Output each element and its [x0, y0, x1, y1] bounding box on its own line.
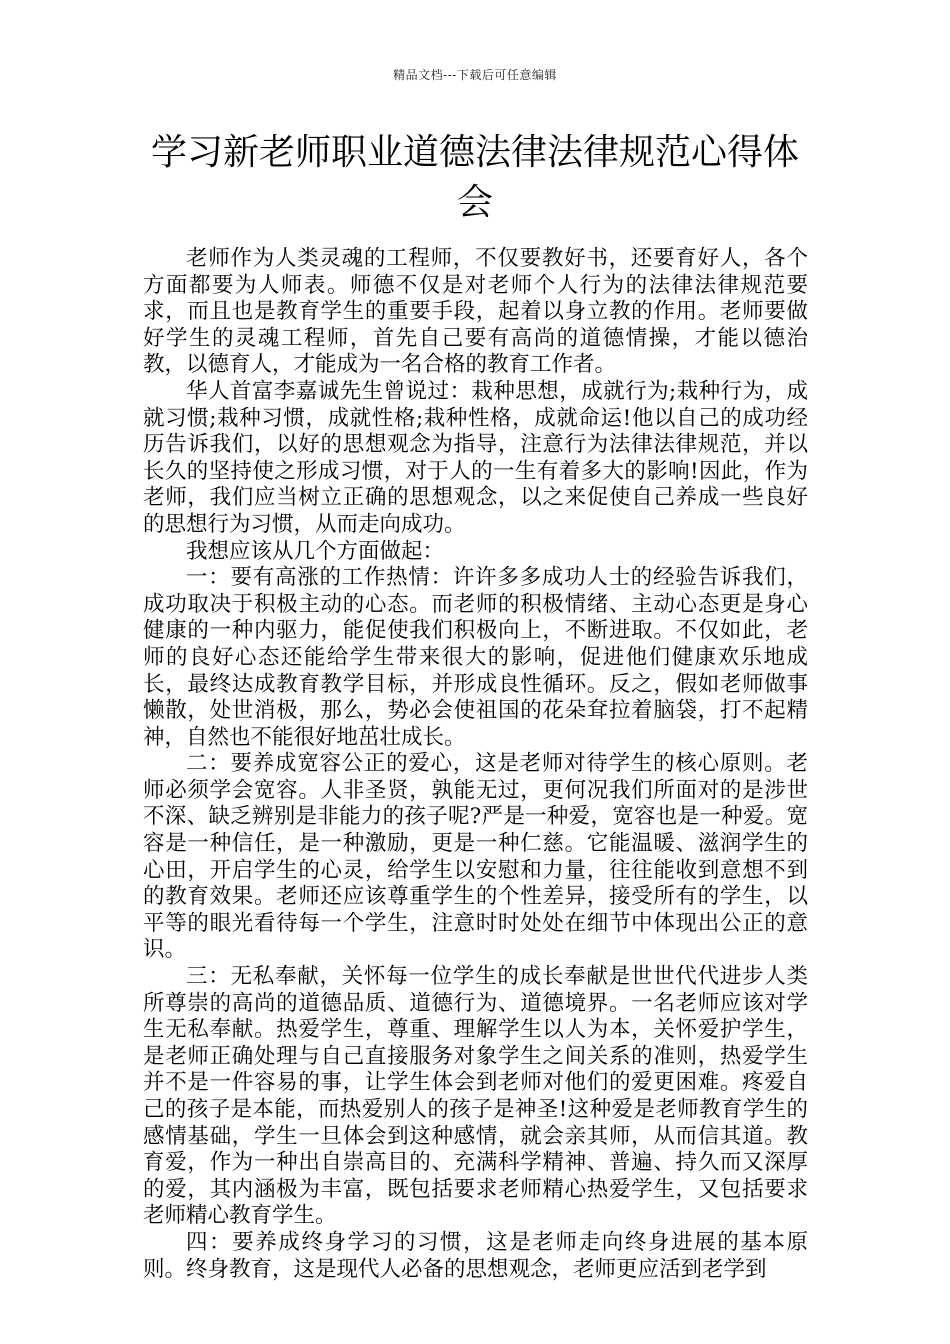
paragraph-point-four: 四：要养成终身学习的习惯，这是老师走向终身进展的基本原则。终身教育，这是现代人必备的思想观念，老师更应活到老学到: [143, 1229, 808, 1282]
header-note: 精品文档---下载后可任意编辑: [393, 68, 557, 82]
paragraph-quote: 华人首富李嘉诚先生曾说过：栽种思想，成就行为;栽种行为，成就习惯;栽种习惯，成就性格;栽种性格，成就命运!他以自己的成功经历告诉我们，以好的思想观念为指导，注意行为法律法律规范，并以长久的坚持使之形成习惯，对于人的一生有着多大的影响!因此，作为老师，我们应当树立正确的思想观念，以之来促使自己养成一些良好的思想行为习惯，从而走向成功。: [143, 378, 808, 537]
paragraph-point-one: 一：要有高涨的工作热情：许许多多成功人士的经验告诉我们，成功取决于积极主动的心态。而老师的积极情绪、主动心态更是身心健康的一种内驱力，能促使我们积极向上，不断进取。不仅如此，老师的良好心态还能给学生带来很大的影响，促进他们健康欢乐地成长，最终达成教育教学目标，并形成良性循环。反之，假如老师做事懒散，处世消极，那么，势必会使祖国的花朵耷拉着脑袋，打不起精神，自然也不能很好地茁壮成长。: [143, 565, 808, 750]
paragraph-lead-in: 我想应该从几个方面做起：: [186, 538, 445, 564]
paragraph-point-three: 三：无私奉献，关怀每一位学生的成长奉献是世世代代进步人类所尊崇的高尚的道德品质、道德行为、道德境界。一名老师应该对学生无私奉献。热爱学生，尊重、理解学生以人为本，关怀爱护学生，是老师正确处理与自己直接服务对象学生之间关系的准则，热爱学生并不是一件容易的事，让学生体会到老师对他们的爱更困难。疼爱自己的孩子是本能，而热爱别人的孩子是神圣!这种爱是老师教育学生的感情基础，学生一旦体会到这种感情，就会亲其师，从而信其道。教育爱，作为一种出自崇高目的、充满科学精神、普遍、持久而又深厚的爱，其内涵极为丰富，既包括要求老师精心热爱学生，又包括要求老师精心教育学生。: [143, 964, 808, 1229]
document-body: [143, 246, 808, 1283]
paragraph-intro: 老师作为人类灵魂的工程师，不仅要教好书，还要育好人，各个方面都要为人师表。师德不仅是对老师个人行为的法律法律规范要求，而且也是教育学生的重要手段，起着以身立教的作用。老师要做好学生的灵魂工程师，首先自己要有高尚的道德情操，才能以德治教，以德育人，才能成为一名合格的教育工作者。: [143, 246, 808, 378]
document-title: 学习新老师职业道德法律法律规范心得体会: [150, 132, 799, 223]
paragraph-point-two: 二：要养成宽容公正的爱心，这是老师对待学生的核心原则。老师必须学会宽容。人非圣贤，孰能无过，更何况我们所面对的是涉世不深、缺乏辨别是非能力的孩子呢?严是一种爱，宽容也是一种爱。宽容是一种信任，是一种激励，更是一种仁慈。它能温暖、滋润学生的心田，开启学生的心灵，给学生以安慰和力量，往往能收到意想不到的教育效果。老师还应该尊重学生的个性差异，接受所有的学生，以平等的眼光看待每一个学生，注意时时处处在细节中体现出公正的意识。: [143, 751, 808, 963]
